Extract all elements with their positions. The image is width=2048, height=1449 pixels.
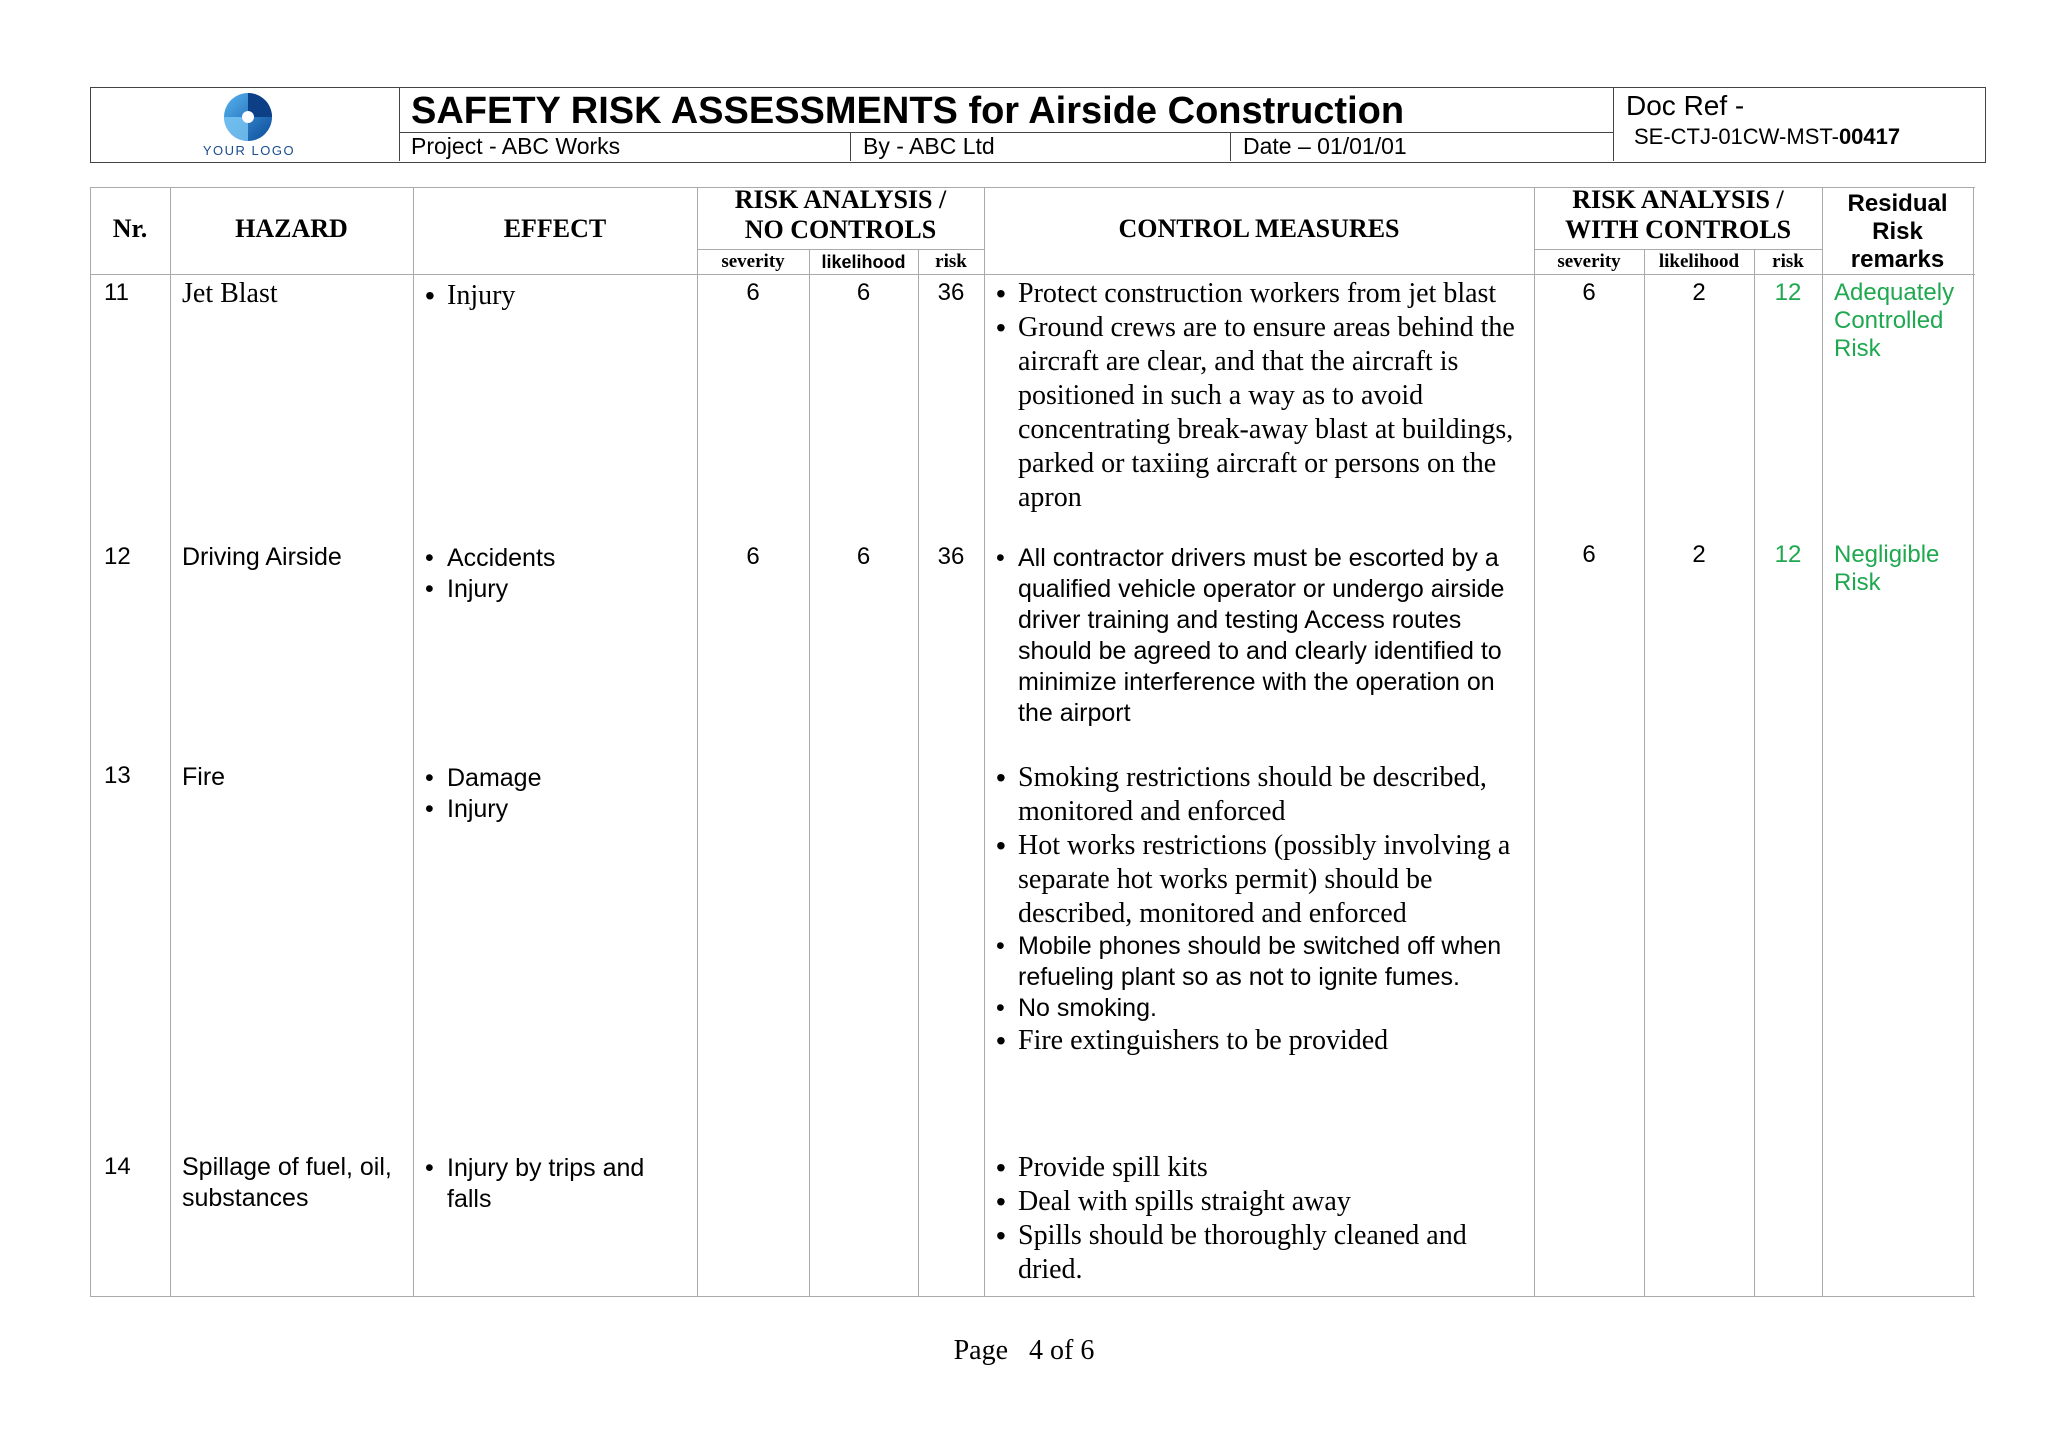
- row-14-effects: [425, 1153, 690, 1215]
- row-13-effect-1: • Damage: [425, 763, 690, 794]
- row-14-control-3: • Spills should be thoroughly cleaned and dried.: [996, 1219, 1524, 1287]
- col-ra-no-controls-header: [697, 185, 984, 245]
- row-13-control-3: • Mobile phones should be switched off when refueling plant so as not to ignite fumes.: [996, 931, 1524, 993]
- row-13-controls: [996, 761, 1534, 1058]
- col-hazard-header: HAZARD: [235, 214, 348, 243]
- row-13-control-4: • No smoking.: [996, 993, 1524, 1024]
- ra-with-controls-line-1: RISK ANALYSIS /: [1572, 185, 1784, 214]
- row-12-nr: 12: [104, 543, 131, 570]
- col-effect-header: EFFECT: [503, 214, 607, 243]
- row-11-hazard: Jet Blast: [182, 278, 278, 309]
- ra-with-controls-line-2: WITH CONTROLS: [1564, 215, 1792, 244]
- row-11-risk-before: 36: [937, 279, 965, 306]
- doc-ref-code: [1634, 124, 1900, 150]
- row-14-nr: 14: [104, 1153, 131, 1180]
- row-14-control-2: • Deal with spills straight away: [996, 1185, 1524, 1219]
- ra-no-controls-line-2: NO CONTROLS: [744, 215, 937, 244]
- col-ra-with-controls-header: [1534, 185, 1822, 245]
- row-13-control-5: • Fire extinguishers to be provided: [996, 1024, 1524, 1058]
- row-11-effect-1: • Injury: [425, 279, 690, 313]
- row-11-risk-after: 12: [1774, 279, 1802, 306]
- logo-icon: [223, 92, 273, 142]
- row-12-effect-1: • Accidents: [425, 543, 690, 574]
- sub-likelihood-after: likelihood: [1658, 251, 1740, 272]
- sub-likelihood-before: likelihood: [821, 252, 906, 272]
- row-12-severity-after: 6: [1582, 541, 1596, 568]
- row-13-effects: [425, 763, 690, 825]
- row-12-risk-after: 12: [1774, 541, 1802, 568]
- row-13-effect-2: • Injury: [425, 794, 690, 825]
- title-cell: [399, 88, 1613, 133]
- row-11-remark: Adequately Controlled Risk: [1834, 279, 1955, 362]
- row-12-hazard: Driving Airside: [182, 543, 342, 571]
- logo-cell: [91, 88, 400, 161]
- page-number: 4 of 6: [1029, 1335, 1095, 1366]
- row-14-control-1: • Provide spill kits: [996, 1151, 1524, 1185]
- row-11-likelihood-after: 2: [1692, 279, 1706, 306]
- row-12-likelihood-after: 2: [1692, 541, 1706, 568]
- row-11-control-1: • Protect construction workers from jet blast: [996, 277, 1524, 311]
- row-14-hazard: Spillage of fuel, oil, substances: [182, 1153, 392, 1212]
- doc-ref-label: Doc Ref -: [1626, 90, 1745, 121]
- sub-risk-after: risk: [1772, 251, 1804, 272]
- row-14-effect-1: • Injury by trips and falls: [425, 1153, 690, 1215]
- sub-severity-before: severity: [721, 251, 785, 272]
- doc-ref-cell: [1613, 88, 1986, 161]
- row-11-likelihood-before: 6: [856, 279, 871, 306]
- row-11-effects: [425, 279, 690, 313]
- sub-risk-before: risk: [935, 251, 967, 272]
- residual-line-1: Residual: [1847, 190, 1948, 217]
- page-label: Page: [953, 1335, 1009, 1366]
- row-12-risk-before: 36: [937, 543, 965, 570]
- residual-line-3: remarks: [1850, 246, 1945, 273]
- row-12-severity-before: 6: [746, 543, 760, 570]
- by-field: By - ABC Ltd: [851, 132, 1231, 161]
- risk-assessment-table: [90, 187, 1975, 1297]
- date-field: Date – 01/01/01: [1243, 133, 1407, 159]
- row-13-hazard: Fire: [182, 763, 226, 791]
- row-13-nr: 13: [104, 762, 131, 789]
- row-12-effect-2: • Injury: [425, 574, 690, 605]
- row-14-controls: [996, 1151, 1534, 1287]
- col-residual-header: [1822, 190, 1973, 274]
- col-control-measures-header: CONTROL MEASURES: [1118, 214, 1400, 243]
- row-11-controls: [996, 277, 1534, 515]
- col-nr-header: Nr.: [112, 214, 148, 243]
- page-footer: [0, 1335, 2048, 1367]
- document-header: [90, 87, 1986, 163]
- row-12-remark: Negligible Risk: [1834, 541, 1940, 596]
- doc-ref-number: 00417: [1838, 124, 1901, 149]
- ra-no-controls-line-1: RISK ANALYSIS /: [734, 185, 947, 214]
- row-11-nr: 11: [104, 279, 129, 306]
- row-11-control-2: • Ground crews are to ensure areas behind the aircraft are clear, and that the aircraft is positioned in such a way as to avoid concentrating break-away blast at buildings, parked or taxiing aircraft or persons on the apron: [996, 311, 1524, 515]
- residual-line-2: Risk: [1872, 218, 1923, 245]
- project-field: Project - ABC Works: [399, 132, 851, 161]
- row-12-likelihood-before: 6: [856, 543, 871, 570]
- doc-ref-prefix: SE-CTJ-01CW-MST-: [1634, 124, 1839, 149]
- row-11-severity-before: 6: [746, 279, 760, 306]
- row-12-controls: [996, 543, 1534, 729]
- row-13-control-1: • Smoking restrictions should be described, monitored and enforced: [996, 761, 1524, 829]
- row-13-control-2: • Hot works restrictions (possibly involving a separate hot works permit) should be described, monitored and enforced: [996, 829, 1524, 931]
- document-title: SAFETY RISK ASSESSMENTS for Airside Construction: [411, 90, 1405, 132]
- logo-text: YOUR LOGO: [202, 143, 296, 158]
- row-12-effects: [425, 543, 690, 605]
- sub-severity-after: severity: [1557, 251, 1621, 272]
- row-12-control-1: • All contractor drivers must be escorted by a qualified vehicle operator or undergo airside driver training and testing Access routes should be agreed to and clearly identified to minimize interference with the operation on the airport: [996, 543, 1524, 729]
- row-11-severity-after: 6: [1582, 279, 1596, 306]
